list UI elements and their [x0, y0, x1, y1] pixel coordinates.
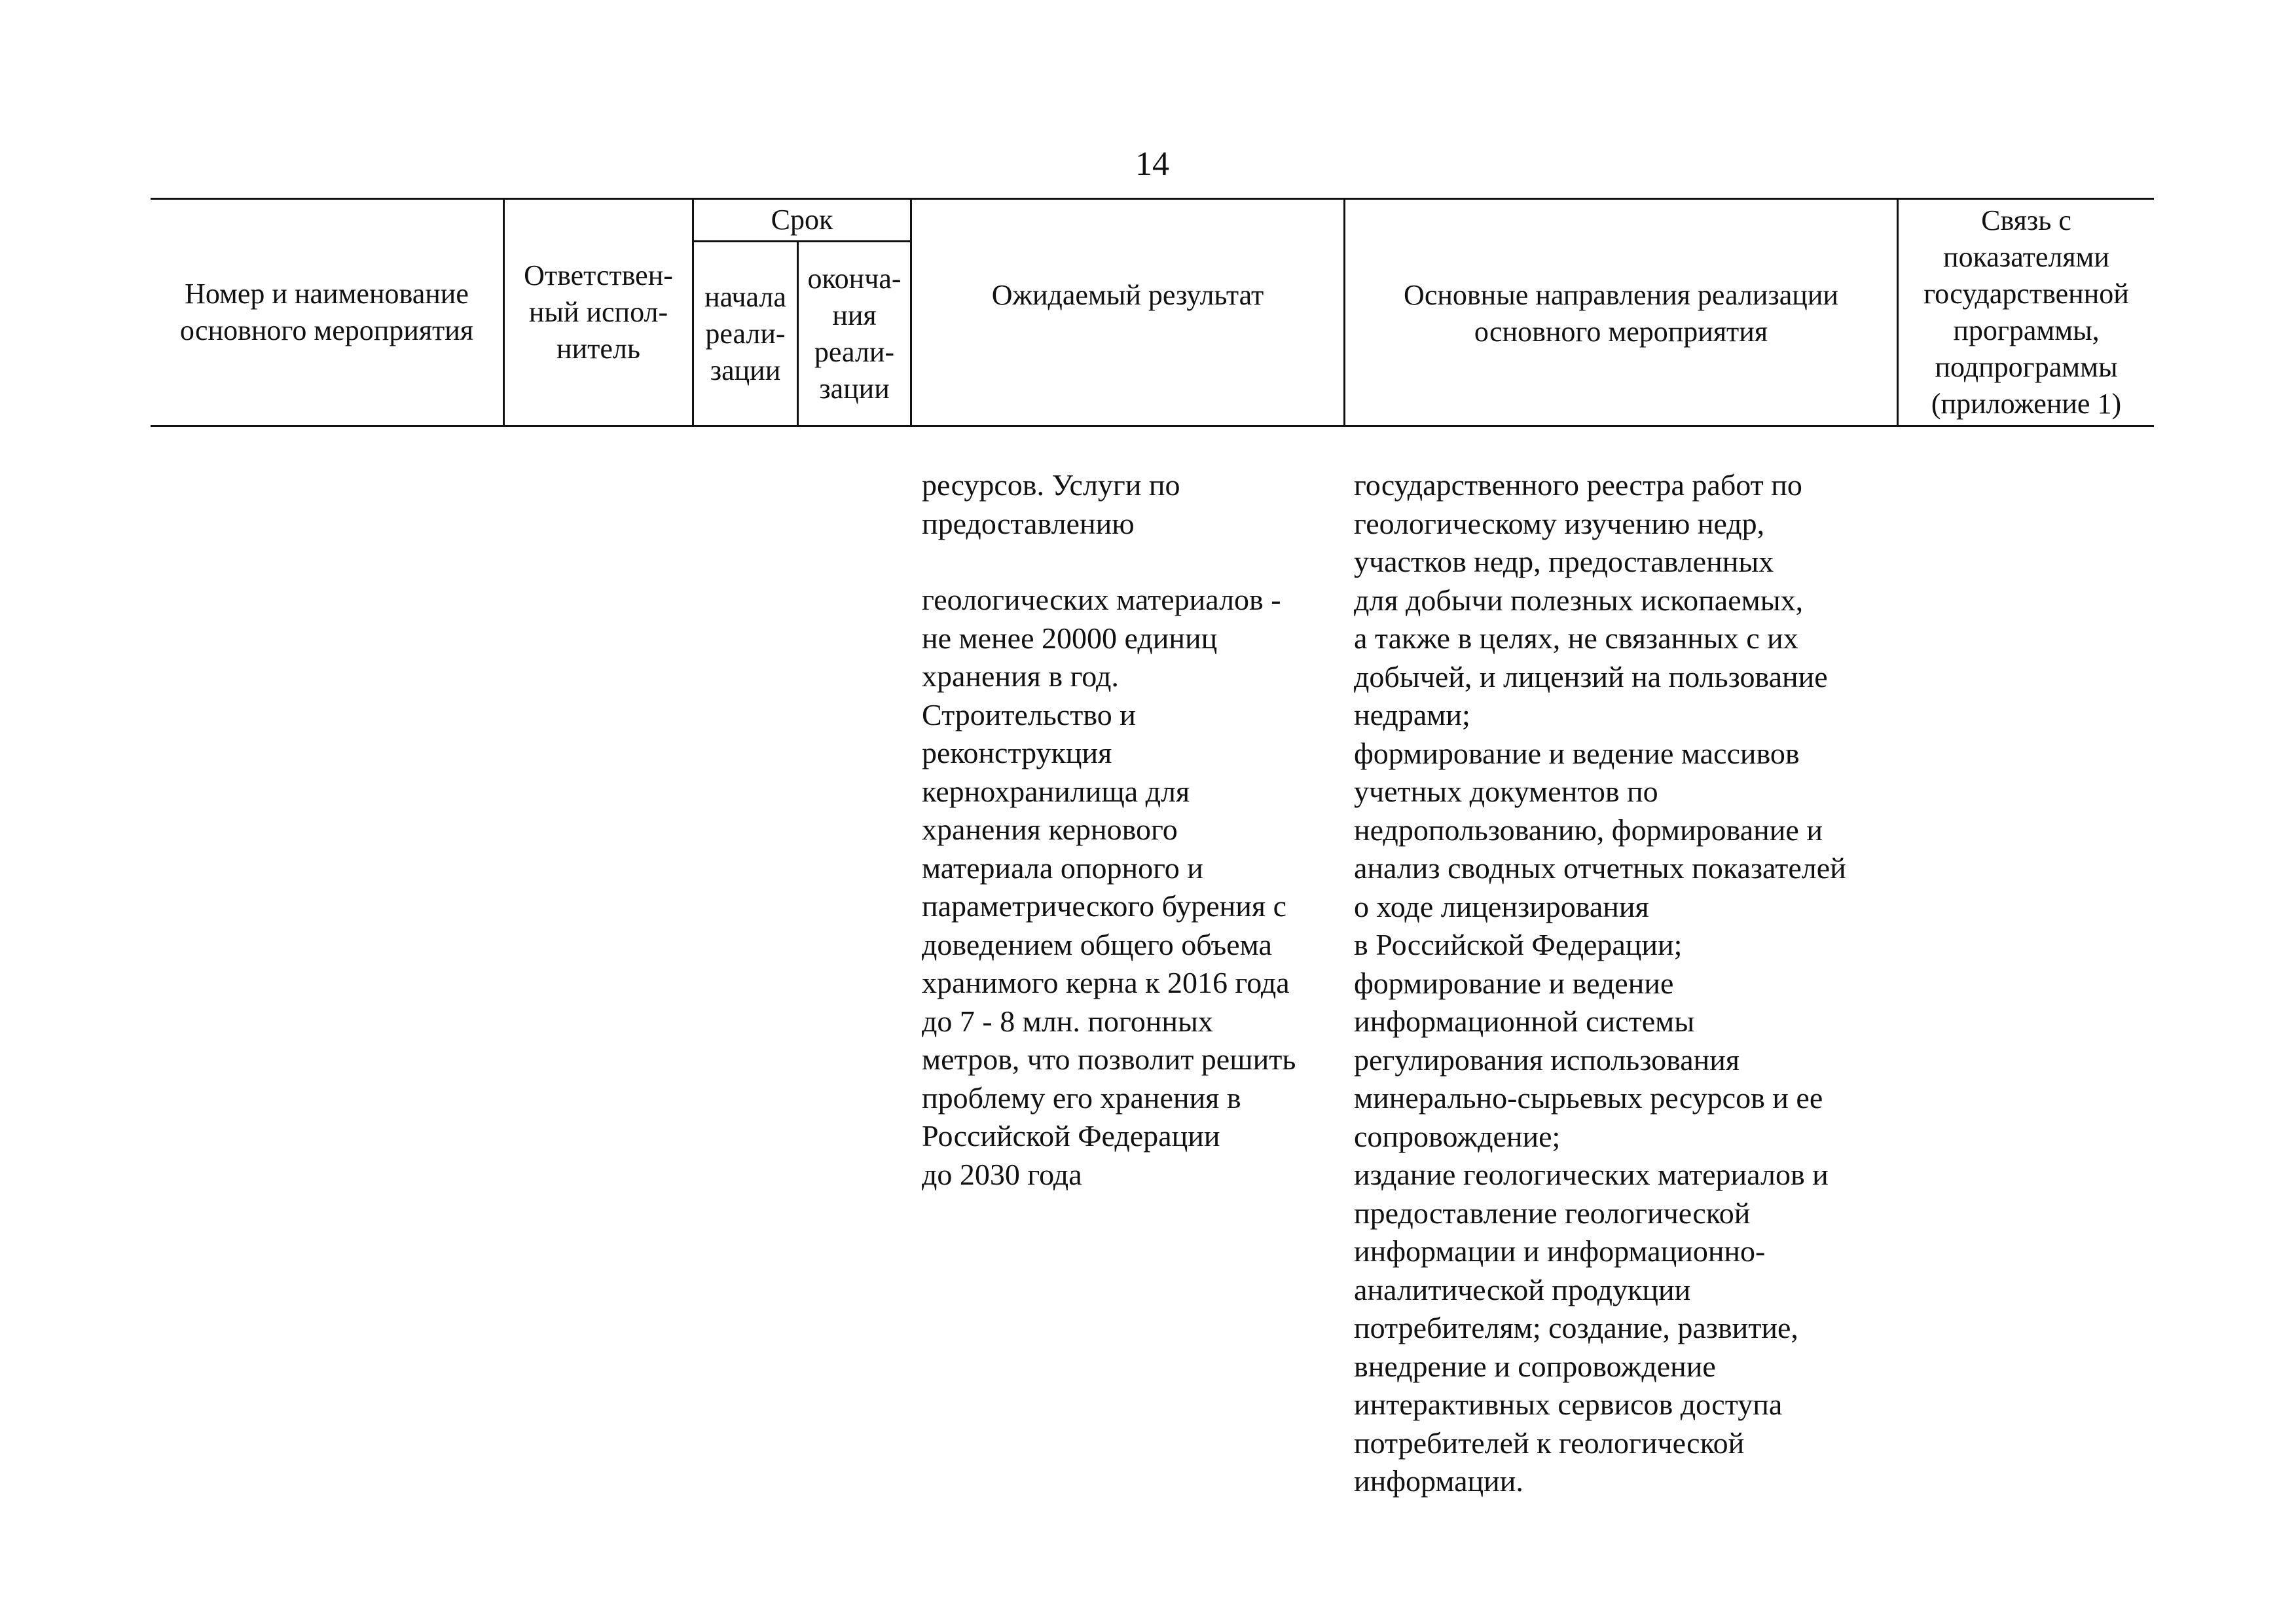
header-responsible: Ответствен- ный испол- нитель [524, 259, 673, 365]
header-term-start: начала реали- зации [704, 280, 786, 386]
table-header [151, 198, 2154, 427]
header-term: Срок [771, 204, 833, 236]
header-number-name: Номер и наименование основного мероприятия [179, 278, 474, 346]
header-main-directions: Основные направления реализации основного мероприятия [1404, 279, 1838, 348]
header-link-indicators: Связь с показателями государственной программы, подпрограммы (приложение 1) [1923, 204, 2129, 420]
page-number: 14 [1135, 145, 1169, 183]
main-directions-text: государственного реестра работ по геологическому изучению недр, участков недр, предоставленных для добычи полезных ископаемых, а также в целях, не связанных с их добычей, и лицензий на пользование недрами; формирование и ведение массивов учетных документов по недропользованию, формирование и анализ сводных отчетных показателей о ходе лицензирования в Российской Федерации; формирование и ведение информационной системы регулирования использования минерально-сырьевых ресурсов и ее сопровождение; издание геологических материалов и предоставление геологической информации и информационно- аналитической продукции потребителям; создание, развитие, внедрение и сопровождение интерактивных сервисов доступа потребителей к геологической информации. [1354, 468, 1846, 1498]
expected-result-text-part2: геологических материалов - не менее 20000 единиц хранения в год. Строительство и реконструкция кернохранилища для хранения кернового материала опорного и параметрического бурения с доведением общего объема хранимого керна к 2016 года до 7 - 8 млн. погонных метров, что позволит решить проблему его хранения в Российской Федерации до 2030 года [922, 583, 1296, 1191]
header-term-end: оконча- ния реали- зации [807, 262, 902, 405]
expected-result-text-part1: ресурсов. Услуги по предоставлению [922, 468, 1180, 540]
header-expected-result: Ожидаемый результат [991, 279, 1264, 311]
